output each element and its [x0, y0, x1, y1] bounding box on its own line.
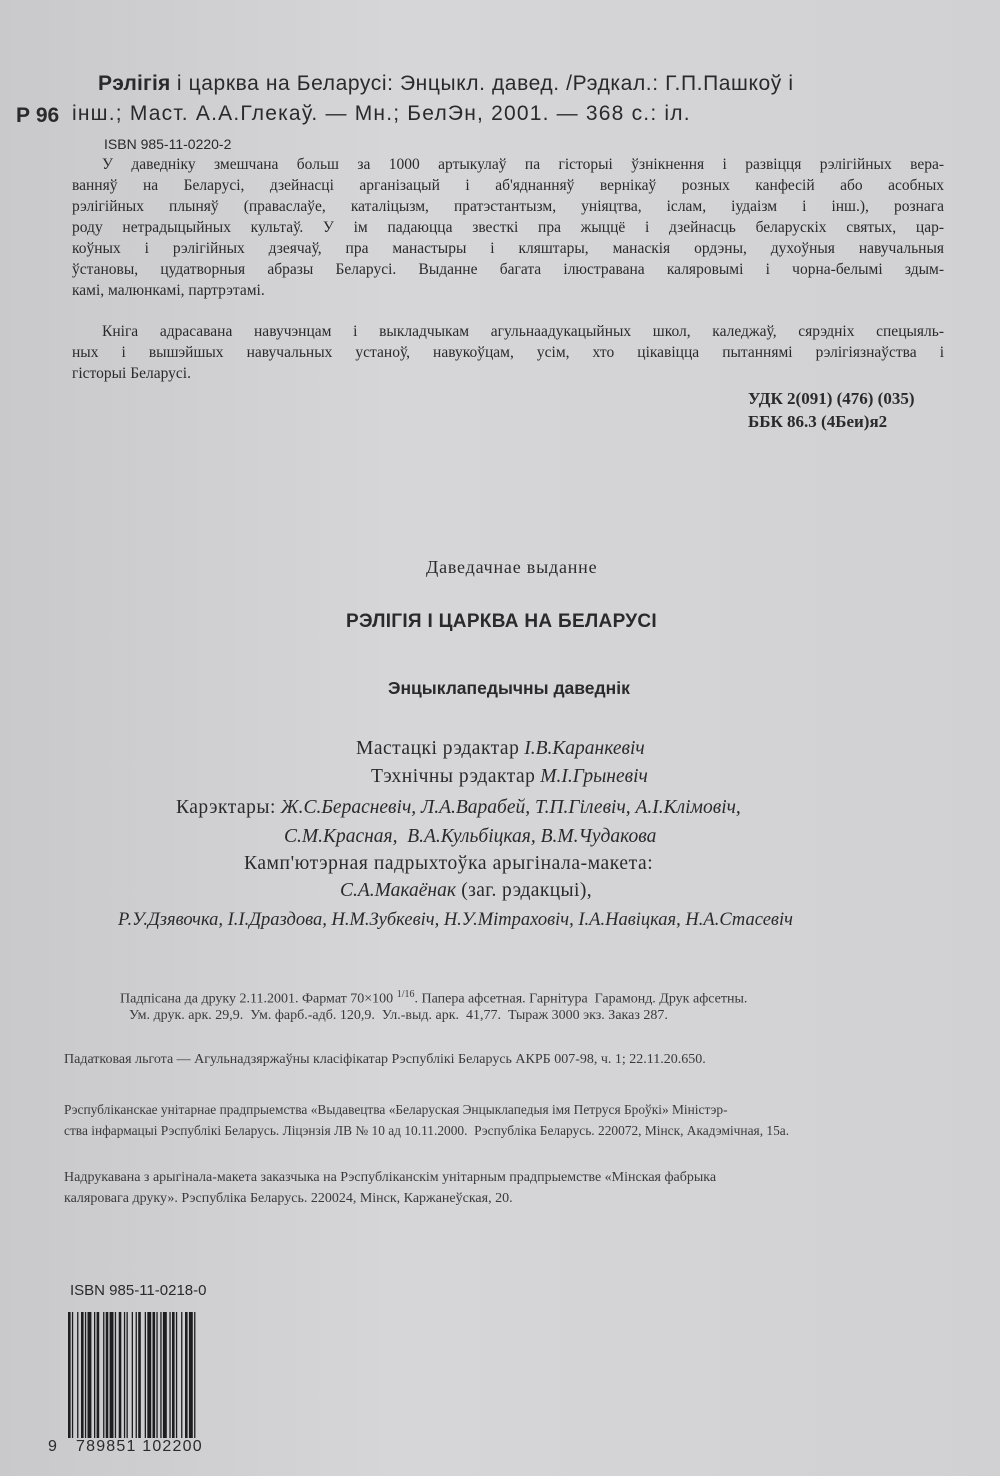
- isbn-barcode: [48, 1282, 244, 1460]
- abstract-paragraph-2: [72, 321, 944, 384]
- print-data-1: Падпісана да друку 2.11.2001. Фармат 70×100: [120, 991, 394, 1007]
- abstract-line: роду нетрадыцыйных культаў. У ім падаюцца звесткі пра жыццё і дзейнасць беларускіх святых, цар-: [72, 219, 944, 236]
- abstract-line: ванняў на Беларусі, дзейнасці арганізацый і аб'яднанняў вернікаў розных канфесій або асобных: [72, 177, 944, 194]
- credit-tech-editor: [371, 764, 648, 790]
- abstract-line: У даведніку змешчана больш за 1000 артыкулаў па гісторыі ўзнікнення і развіцця рэлігійных вера-: [102, 156, 944, 173]
- record-title-rest: і царква на Беларусі: Энцыкл. давед. /Рэдкал.: Г.П.Пашкоў і: [170, 72, 794, 95]
- barcode-isbn: ISBN 985-11-0218-0: [70, 1282, 207, 1299]
- record-line-1: [98, 70, 946, 96]
- abstract-line: ных і вышэйшых навучальных устаноў, навукоўцам, усім, хто цікавіцца пытаннямі рэлігіязнаўства і: [72, 344, 944, 361]
- abstract-line: рэлігійных плыняў (праваслаўе, каталіцызм, пратэстантызм, уніяцтва, іслам, іудаізм і інш.), рознага: [72, 198, 944, 215]
- tax-line: Падатковая льгота — Агульнадзяржаўны класіфікатар Рэспублікі Беларусь АКРБ 007-98, ч. 1; 22.11.20.650.: [64, 1052, 706, 1067]
- tech-editor-label: Тэхнічны рэдактар: [371, 766, 536, 787]
- credit-proofreaders: [176, 795, 741, 821]
- credit-art-editor: [356, 736, 645, 762]
- barcode-bars: [68, 1312, 240, 1438]
- record-isbn: ISBN 985-11-0220-2: [104, 136, 232, 152]
- barcode-digits: 789851 102200: [76, 1438, 203, 1455]
- art-editor-name: І.В.Каранкевіч: [524, 738, 645, 759]
- proofreaders-names-2: С.М.Красная, В.А.Кульбіцкая, В.М.Чудакова: [284, 826, 657, 847]
- format-fraction: 1/16: [396, 989, 415, 1000]
- abstract-line: коўных і рэлігійных дзеячаў, пра манастыры і кляштары, манаскія ордэны, духоўныя навучальныя: [72, 240, 944, 257]
- record-index: Р 96: [16, 104, 60, 127]
- proofreaders-names-1: Ж.С.Берасневіч, Л.А.Варабей, Т.П.Гілевіч, А.І.Клімовіч,: [280, 797, 741, 818]
- record-line-2: інш.; Маст. А.А.Глекаў. — Мн.; БелЭн, 2001. — 368 с.: іл.: [72, 102, 691, 125]
- abstract-line: Кніга адрасавана навучэнцам і выкладчыкам агульнаадукацыйных школ, каледжаў, сярэдніх спецыяль-: [102, 323, 944, 340]
- proofreaders-label: Карэктары:: [176, 797, 276, 818]
- printer-line-2: каляровага друку». Рэспубліка Беларусь. 220024, Мінск, Каржанеўская, 20.: [64, 1191, 513, 1206]
- publisher-line-2: ства інфармацыі Рэспублікі Беларусь. Ліцэнзія ЛВ № 10 ад 10.11.2000. Рэспубліка Беларусь. 220072, Мінск, Акадэмічная, 15а.: [64, 1123, 790, 1138]
- book-title: РЭЛІГІЯ І ЦАРКВА НА БЕЛАРУСІ: [346, 611, 658, 632]
- publication-kind: Даведачнае выданне: [426, 557, 598, 577]
- abstract-line: ўстановы, цудатворныя абразы Беларусі. Выданне багата ілюстравана каляровымі і чорна-белымі здым-: [72, 261, 944, 278]
- udk-code: УДК 2(091) (476) (035): [748, 389, 915, 408]
- barcode-digit-lead: 9: [48, 1438, 57, 1455]
- book-subtitle: Энцыклапедычны даведнік: [388, 678, 630, 698]
- abstract-line: камі, малюнкамі, партрэтамі.: [72, 282, 265, 299]
- abstract-line: гісторыі Беларусі.: [72, 365, 191, 382]
- publisher-line-1: Рэспубліканскае унітарнае прадпрыемства «Выдавецтва «Беларуская Энцыклапедыя імя Петруся Броўкі» Міністэр-: [64, 1102, 728, 1117]
- layout-head-name: С.А.Макаёнак: [340, 880, 456, 901]
- abstract-paragraph-1: [72, 154, 944, 301]
- print-data-line-2: Ум. друк. арк. 29,9. Ум. фарб.-адб. 120,9. Ул.-выд. арк. 41,77. Тыраж 3000 экз. Заказ 287.: [129, 1008, 668, 1023]
- bbk-code: ББК 86.3 (4Беи)я2: [748, 412, 888, 431]
- layout-head-note: (заг. рэдакцыі),: [455, 880, 593, 901]
- art-editor-label: Мастацкі рэдактар: [356, 738, 520, 759]
- record-title-lead: Рэлігія: [98, 72, 171, 95]
- layout-staff: Р.У.Дзявочка, І.І.Драздова, Н.М.Зубкевіч, Н.У.Мітраховіч, І.А.Навіцкая, Н.А.Стасевіч: [118, 910, 793, 930]
- tech-editor-name: М.І.Грыневіч: [540, 766, 648, 787]
- printer-line-1: Надрукавана з арыгінала-макета заказчыка на Рэспубліканскім унітарным прадпрыемстве «Мінская фабрыка: [64, 1170, 717, 1185]
- print-data-1-rest: . Папера афсетная. Гарнітура Гарамонд. Друк афсетны.: [414, 991, 748, 1007]
- credit-layout-head: [340, 878, 592, 904]
- layout-label: Камп'ютэрная падрыхтоўка арыгінала-макета:: [244, 853, 654, 874]
